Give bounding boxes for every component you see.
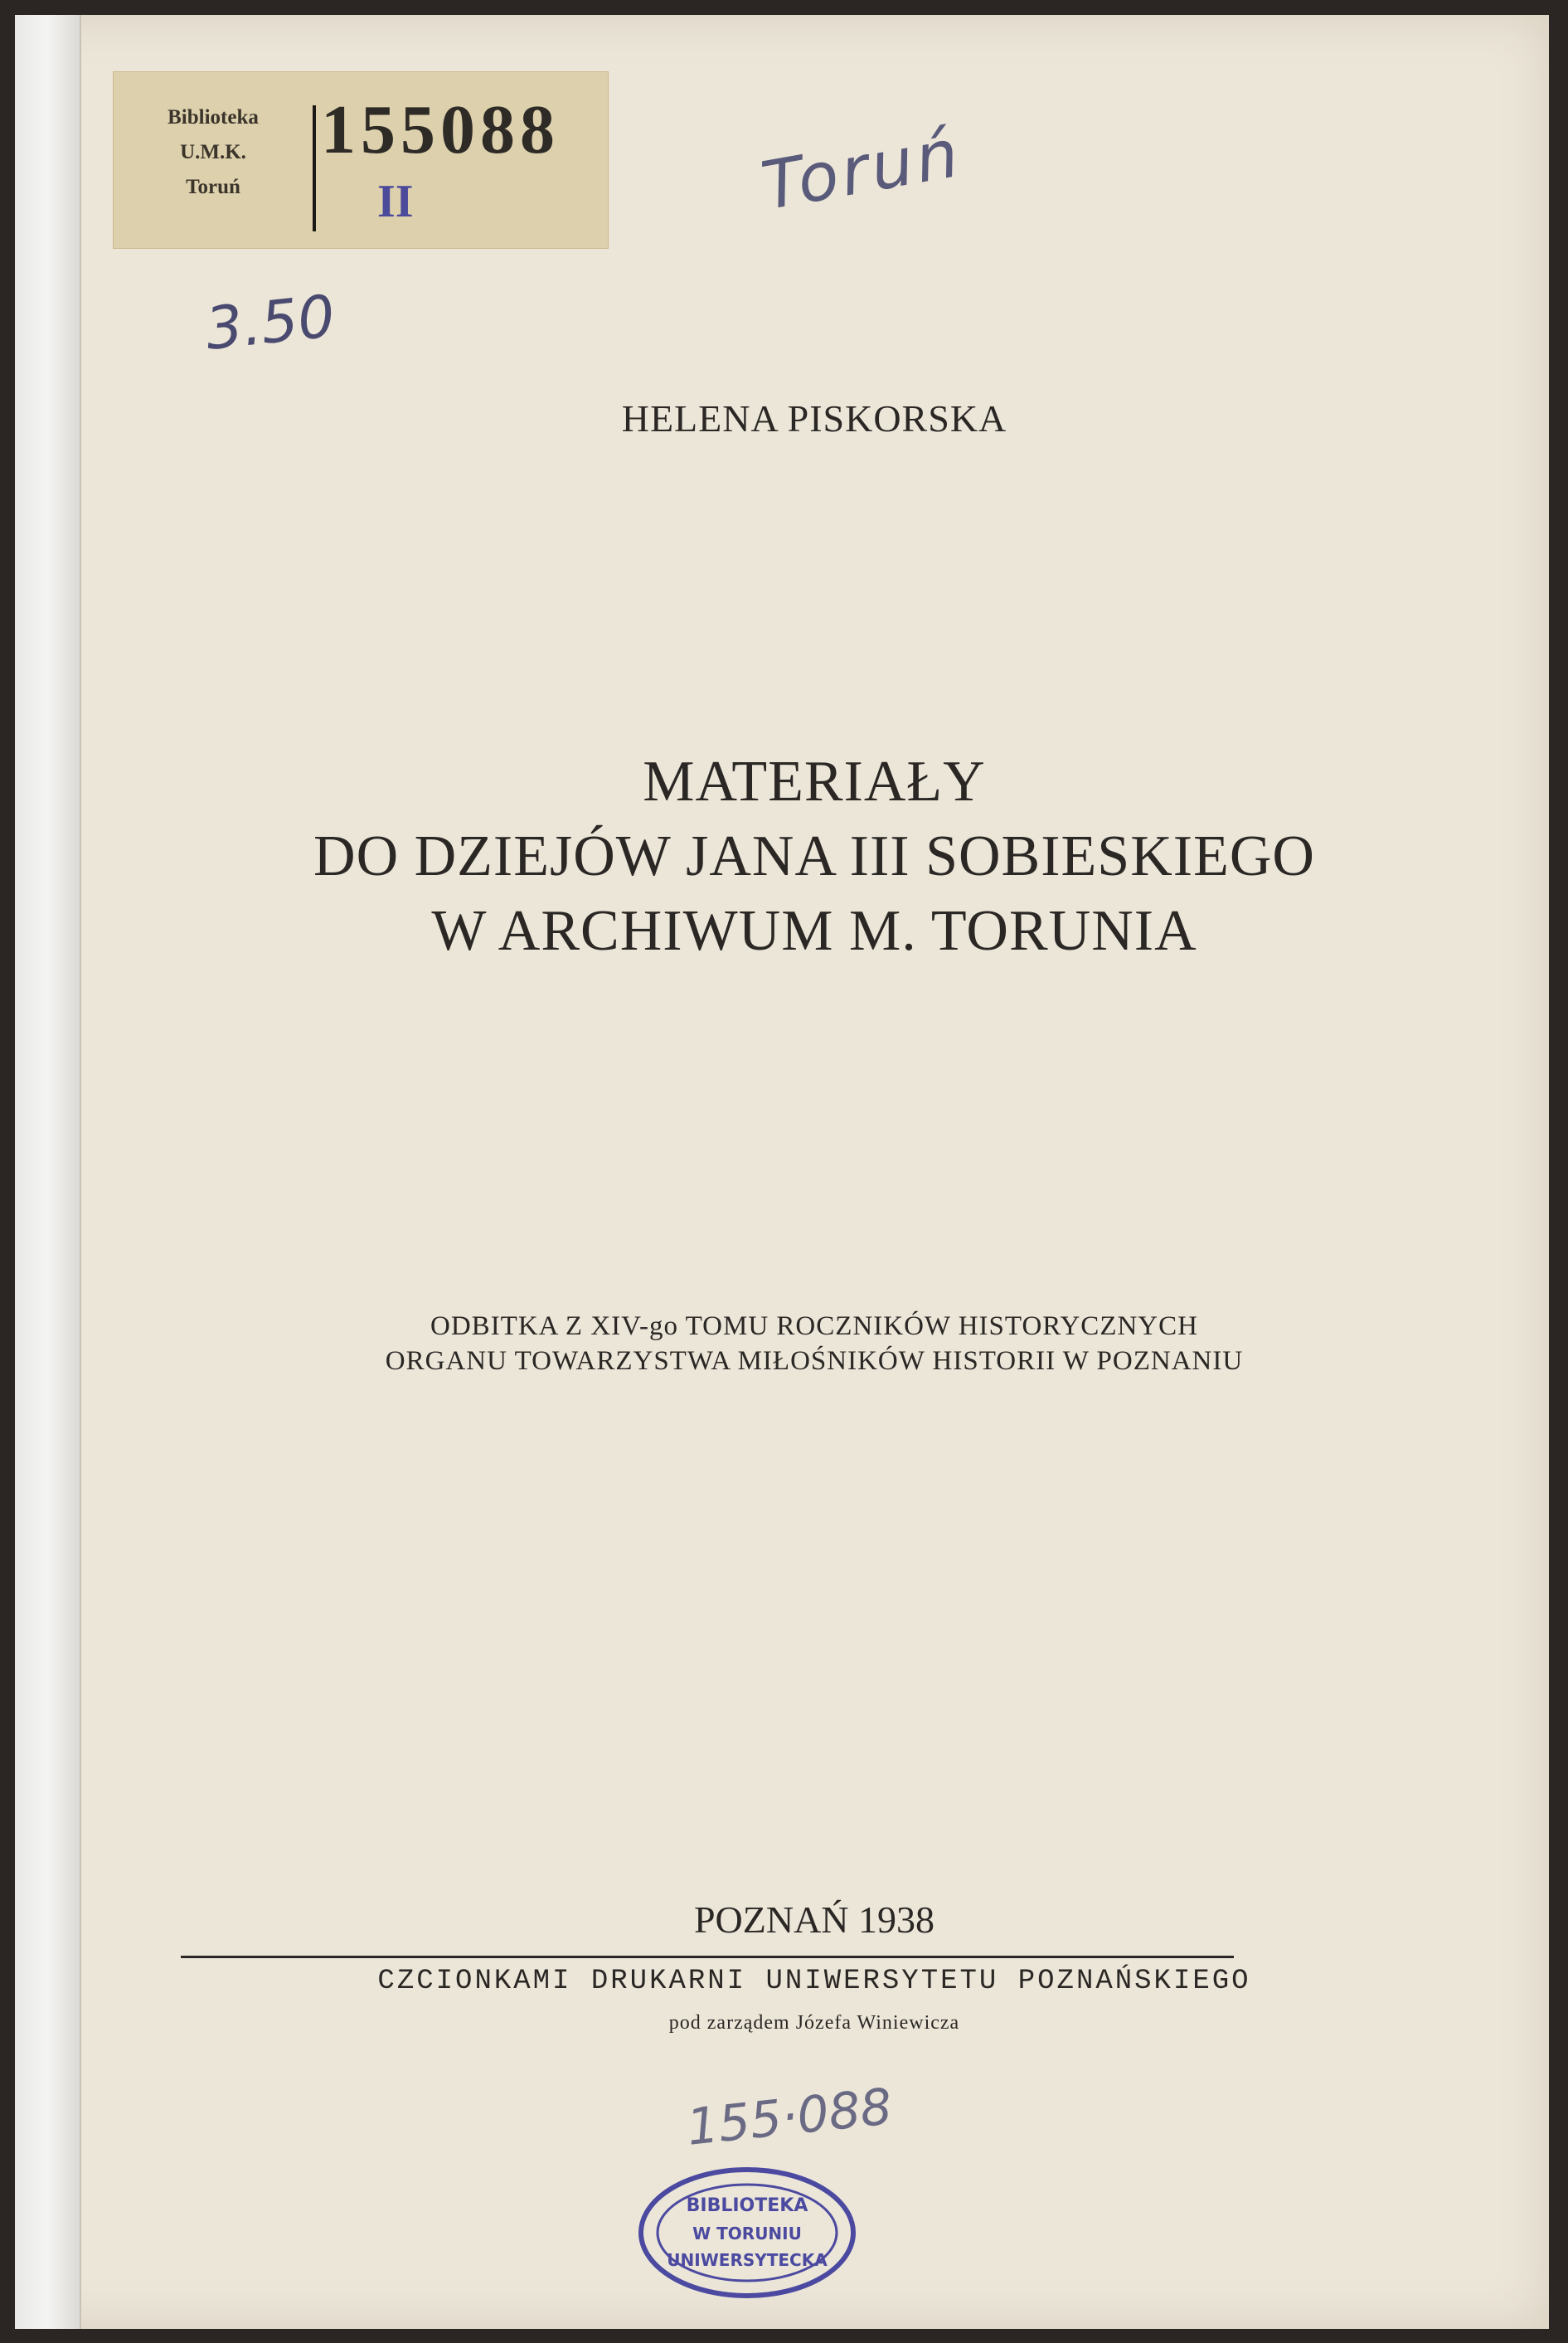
title-line-1: MATERIAŁY [643, 750, 986, 814]
stamp-line-1: BIBLIOTEKA [686, 2195, 808, 2216]
library-name-line2: U.M.K. [180, 141, 246, 163]
offprint-line-1: ODBITKA Z XIV-go TOMU ROCZNIKÓW HISTORYCZNYCH [430, 1311, 1198, 1341]
library-name-line1: Biblioteka [167, 106, 259, 129]
library-name [114, 100, 313, 205]
call-number: 155088 [321, 91, 560, 168]
library-name-line3: Toruń [186, 176, 240, 198]
title-line-2: DO DZIEJÓW JANA III SOBIESKIEGO [313, 824, 1315, 888]
stamp-line-3: UNIWERSYTECKA [667, 2250, 828, 2270]
book-title [80, 745, 1549, 969]
place-and-year: POZNAŃ 1938 [693, 1898, 935, 1941]
printer-line: CZCIONKAMI DRUKARNI UNIWERSYTETU POZNAŃSKIEGO [377, 1966, 1251, 1997]
imprint-rule [181, 1956, 1234, 1958]
author-name: HELENA PISKORSKA [621, 397, 1007, 440]
handwritten-price: 3.50 [202, 282, 338, 363]
stamp-oval-icon [635, 2163, 859, 2302]
title-page [15, 15, 1549, 2329]
offprint-line-2: ORGANU TOWARZYSTWA MIŁOŚNIKÓW HISTORII W POZNANIU [385, 1346, 1244, 1376]
management-line: pod zarządem Józefa Winiewicza [668, 2012, 960, 2034]
title-line-3: W ARCHIWUM M. TORUNIA [431, 899, 1197, 963]
library-stamp [635, 2163, 859, 2302]
offprint-note [80, 1309, 1549, 1378]
binding-spine [15, 15, 81, 2329]
library-call-number-label [113, 71, 609, 249]
handwritten-note: Toruń [755, 114, 968, 226]
label-divider [313, 105, 316, 231]
stamp-line-2: W TORUNIU [692, 2224, 802, 2243]
call-number-submark: II [377, 176, 414, 227]
handwritten-accession-number: 155·088 [684, 2078, 896, 2157]
